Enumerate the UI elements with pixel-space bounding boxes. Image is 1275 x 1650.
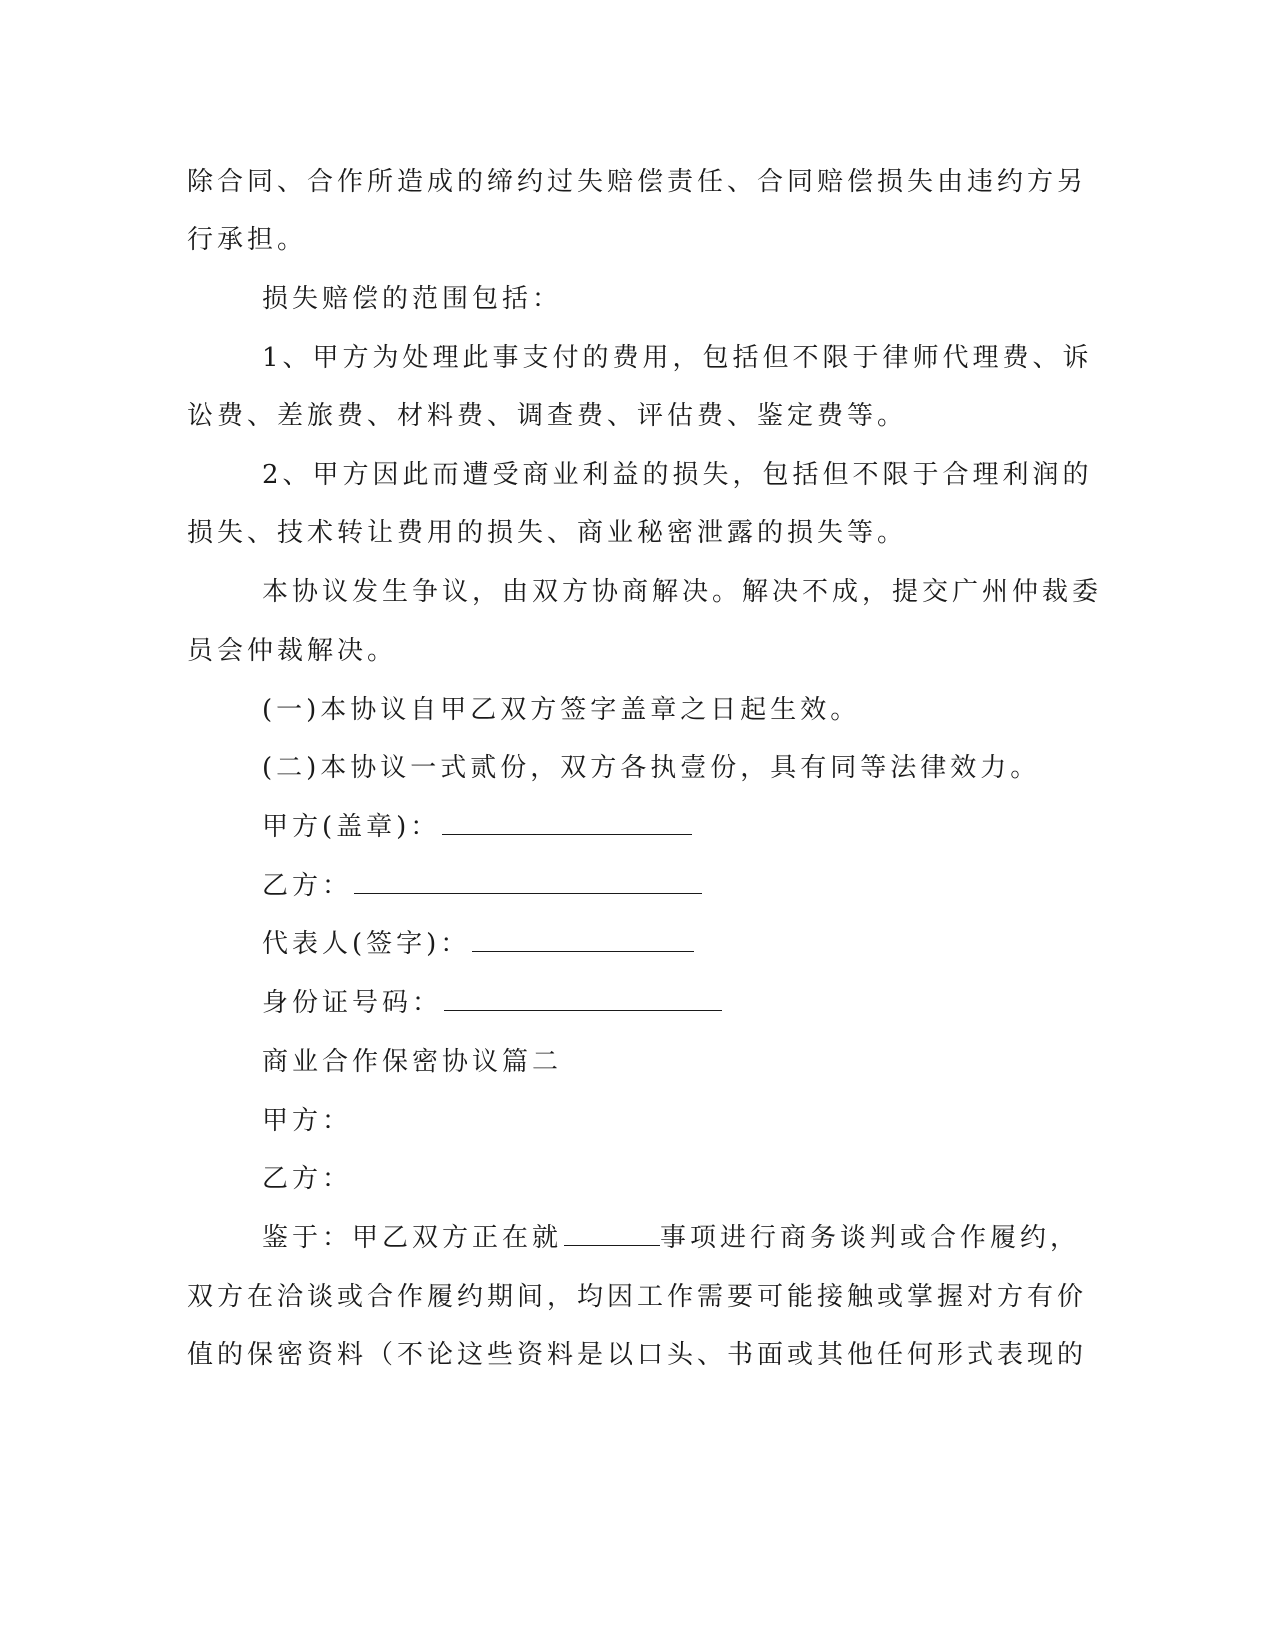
signature-blank: [472, 925, 694, 952]
paragraph-line: 损失赔偿的范围包括：: [262, 284, 563, 314]
signature-party-b: [262, 866, 702, 906]
signature-blank: [444, 984, 722, 1011]
party-b-line: 乙方：: [262, 1164, 353, 1194]
paragraph-line: 除合同、合作所造成的缔约过失赔偿责任、合同赔偿损失由违约方另: [187, 167, 1088, 197]
whereas-text: 事项进行商务谈判或合作履约，: [660, 1223, 1081, 1253]
paragraph-line: 行承担。: [187, 225, 308, 255]
paragraph-line: 本协议发生争议，由双方协商解决。解决不成，提交广州仲裁委: [262, 577, 1103, 607]
whereas-line: 双方在洽谈或合作履约期间，均因工作需要可能接触或掌握对方有价: [187, 1282, 1088, 1312]
clause-line: (一)本协议自甲乙双方签字盖章之日起生效。: [262, 695, 861, 725]
list-item-line: 讼费、差旅费、材料费、调查费、评估费、鉴定费等。: [187, 401, 908, 431]
whereas-line: 值的保密资料（不论这些资料是以口头、书面或其他任何形式表现的: [187, 1340, 1088, 1370]
signature-label: 甲方(盖章)：: [262, 812, 441, 842]
whereas-line: [262, 1218, 1080, 1258]
signature-id-number: [262, 983, 722, 1023]
signature-blank: [442, 808, 692, 835]
clause-line: (二)本协议一式贰份，双方各执壹份，具有同等法律效力。: [262, 753, 1041, 783]
matter-blank: [564, 1219, 660, 1246]
whereas-text: 鉴于：甲乙双方正在就: [262, 1223, 563, 1253]
list-item-line: 1、甲方为处理此事支付的费用，包括但不限于律师代理费、诉: [262, 343, 1093, 373]
paragraph-line: 员会仲裁解决。: [187, 636, 398, 666]
section-title: 商业合作保密协议篇二: [262, 1047, 563, 1077]
list-item-line: 2、甲方因此而遭受商业利益的损失，包括但不限于合理利润的: [262, 460, 1093, 490]
signature-label: 乙方：: [262, 871, 353, 901]
signature-label: 身份证号码：: [262, 988, 443, 1018]
party-a-line: 甲方：: [262, 1106, 353, 1136]
signature-representative: [262, 924, 694, 964]
list-item-line: 损失、技术转让费用的损失、商业秘密泄露的损失等。: [187, 518, 908, 548]
signature-party-a: [262, 807, 692, 847]
signature-label: 代表人(签字)：: [262, 929, 471, 959]
signature-blank: [354, 867, 702, 894]
